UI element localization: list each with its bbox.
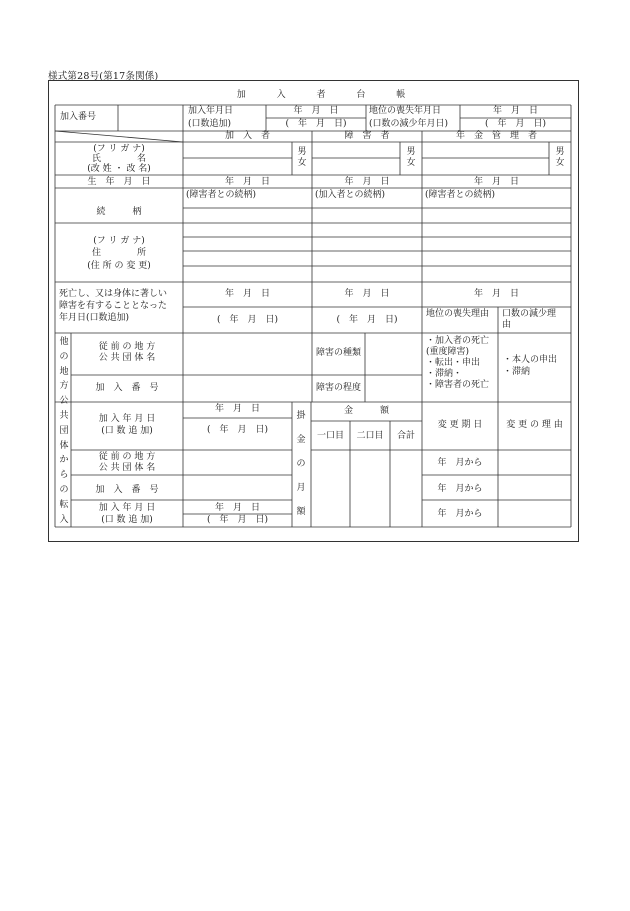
death-label-1: 死亡し、又は身体に著しい xyxy=(59,289,168,299)
decrease-reason-1: ・本人の申出 xyxy=(503,355,558,365)
name-label: 氏 名 xyxy=(91,154,146,164)
reason-3: ・転出・申出 xyxy=(426,358,481,368)
transfer-join-date-label: 加 入 年 月 日 xyxy=(98,414,156,424)
death-paren-1: ( 年 月 日) xyxy=(216,315,279,325)
unit-2: 二口目 xyxy=(356,431,384,441)
loss-date-sub: (口数の減少年月日) xyxy=(369,119,449,129)
sex-female-3: 女 xyxy=(555,158,565,168)
premium-vertical-label: 掛金の月額 xyxy=(296,411,306,517)
transfer-paren-1: ( 年 月 日) xyxy=(206,425,269,435)
death-ymd-1: 年 月 日 xyxy=(224,289,270,299)
sex-female-1: 女 xyxy=(297,158,307,168)
prev-org-label-4: 公 共 団 体 名 xyxy=(98,463,156,473)
death-paren-2: ( 年 月 日) xyxy=(336,315,398,325)
transfer-ymd-2: 年 月 日 xyxy=(214,503,260,513)
rel-with-shogai-2: (障害者との続柄) xyxy=(425,190,496,200)
loss-reason-label: 地位の喪失理由 xyxy=(426,309,490,319)
loss-date-label: 地位の喪失年月日 xyxy=(369,106,442,116)
reason-5: ・障害者の死亡 xyxy=(426,380,490,390)
reason-1: ・加入者の死亡 xyxy=(426,336,490,346)
prev-org-label-1: 従 前 の 地 方 xyxy=(98,342,156,352)
address-label: 住 所 xyxy=(91,248,146,258)
transfer-join-date-sub: (口 数 追 加) xyxy=(101,426,153,436)
form-caption: 様式第28号(第17条関係) xyxy=(48,71,159,82)
change-date-label: 変 更 期 日 xyxy=(437,420,483,430)
join-number-label: 加入番号 xyxy=(60,112,97,122)
form-title: 加 入 者 台 帳 xyxy=(236,90,420,100)
from-3: 年 月から xyxy=(437,509,483,519)
col-shogaisha: 障 害 者 xyxy=(344,131,390,141)
transfer-paren-2: ( 年 月 日) xyxy=(206,515,269,525)
col-kanyusha: 加 入 者 xyxy=(224,131,270,141)
col-nenkin-kanrisha: 年 金 管 理 者 xyxy=(455,131,537,141)
transfer-join-no-label-2: 加 入 番 号 xyxy=(95,485,159,495)
sex-male-1: 男 xyxy=(297,147,307,157)
unit-1: 一口目 xyxy=(316,431,344,441)
from-1: 年 月から xyxy=(437,458,483,468)
sex-female-2: 女 xyxy=(406,158,416,168)
reason-4: ・滞納・ xyxy=(426,369,463,379)
death-ymd-2: 年 月 日 xyxy=(344,289,390,299)
name-change-label: (改 姓 ・ 改 名) xyxy=(87,164,151,174)
transfer-join-no-label: 加 入 番 号 xyxy=(95,383,159,393)
change-reason-label: 変 更 の 理 由 xyxy=(506,420,563,430)
disability-type-label: 障害の種類 xyxy=(316,348,362,358)
prev-org-label-3: 従 前 の 地 方 xyxy=(98,452,156,462)
address-change-label: (住 所 の 変 更) xyxy=(87,261,151,271)
birth-ymd-1: 年 月 日 xyxy=(224,177,270,187)
unit-total: 合計 xyxy=(396,431,415,441)
from-2: 年 月から xyxy=(437,484,483,494)
relationship-label: 続 柄 xyxy=(96,207,142,217)
birth-label: 生 年 月 日 xyxy=(87,177,151,187)
sex-male-2: 男 xyxy=(406,147,416,157)
join-date-sub: (口数追加) xyxy=(188,119,232,129)
join-date-ymd: 年 月 日 xyxy=(293,106,339,116)
amount-header: 金 額 xyxy=(343,406,389,416)
furigana-label: (フ リ ガ ナ) xyxy=(93,144,145,154)
reason-2: (重度障害) xyxy=(426,347,470,357)
rel-with-shogai-1: (障害者との続柄) xyxy=(186,190,257,200)
addr-furigana-label: (フ リ ガ ナ) xyxy=(93,236,145,246)
death-label-2: 障害を有することとなった xyxy=(59,301,168,311)
death-label-3: 年月日(口数追加) xyxy=(59,313,130,323)
transfer-ymd-1: 年 月 日 xyxy=(214,404,260,414)
transfer-join-date-sub-2: (口 数 追 加) xyxy=(101,515,153,525)
loss-date-ymd: 年 月 日 xyxy=(492,106,538,116)
decrease-reason-label-2: 由 xyxy=(502,320,512,330)
sex-male-3: 男 xyxy=(555,147,565,157)
join-date-paren: ( 年 月 日) xyxy=(285,119,347,129)
decrease-reason-2: ・滞納 xyxy=(503,367,531,377)
rel-with-kanyu: (加入者との続柄) xyxy=(315,190,386,200)
join-date-label: 加入年月日 xyxy=(188,106,234,116)
transfer-vertical-label: 他の地方公共団体からの転入 xyxy=(59,337,69,525)
prev-org-label-2: 公 共 団 体 名 xyxy=(98,353,156,363)
disability-degree-label: 障害の程度 xyxy=(316,383,362,393)
loss-date-paren: ( 年 月 日) xyxy=(484,119,547,129)
birth-ymd-3: 年 月 日 xyxy=(473,177,519,187)
death-ymd-3: 年 月 日 xyxy=(473,289,519,299)
birth-ymd-2: 年 月 日 xyxy=(344,177,390,187)
transfer-join-date-label-2: 加 入 年 月 日 xyxy=(98,503,156,513)
decrease-reason-label-1: 口数の減少理 xyxy=(502,309,557,319)
